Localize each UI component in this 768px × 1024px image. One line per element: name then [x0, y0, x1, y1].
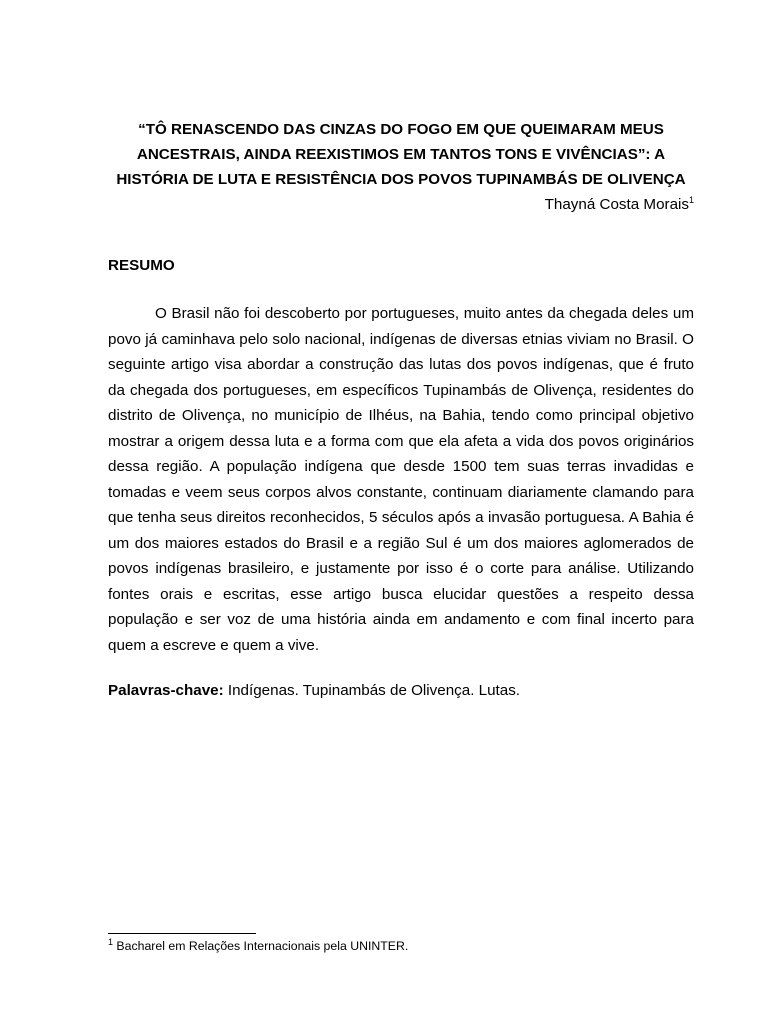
article-title: “TÔ RENASCENDO DAS CINZAS DO FOGO EM QUE QUEIMARAM MEUS ANCESTRAIS, AINDA REEXISTIMOS EM TANTOS TONS E VIVÊNCIAS”: A HISTÓRIA DE LUTA E RESISTÊNCIA DOS POVOS TUPINAMBÁS DE OLIVENÇA: [116, 121, 686, 188]
keywords-line: [108, 680, 694, 702]
footnote-separator: [108, 933, 256, 934]
footnote-mark: 1: [108, 936, 114, 947]
author-line: [545, 195, 694, 215]
footnote: [108, 937, 408, 955]
keywords-label: Palavras-chave:: [108, 682, 224, 699]
keywords-text: Indígenas. Tupinambás de Olivença. Lutas.: [223, 682, 521, 699]
footnote-text: Bacharel em Relações Internacionais pela UNINTER.: [113, 939, 409, 953]
author-name: Thayná Costa Morais: [544, 196, 689, 213]
author-footnote-mark: 1: [688, 194, 694, 205]
abstract-heading: RESUMO: [108, 257, 175, 274]
abstract-paragraph: O Brasil não foi descoberto por portugueses, muito antes da chegada deles um povo já caminhava pelo solo nacional, indígenas de diversas etnias viviam no Brasil. O seguinte artigo visa abordar a construção das lutas dos povos indígenas, que é fruto da chegada dos portugueses, em específicos Tupinambás de Olivença, residentes do distrito de Olivença, no município de Ilhéus, na Bahia, tendo como principal objetivo mostrar a origem dessa luta e a forma com que ela afeta a vida dos povos originários dessa região. A população indígena que desde 1500 tem suas terras invadidas e tomadas e veem seus corpos alvos constante, continuam diariamente clamando para que tenha seus direitos reconhecidos, 5 séculos após a invasão portuguesa. A Bahia é um dos maiores estados do Brasil e a região Sul é um dos maiores aglomerados de povos indígenas brasileiro, e justamente por isso é o corte para análise. Utilizando fontes orais e escritas, esse artigo busca elucidar questões a respeito dessa população e ser voz de uma história ainda em andamento e com final incerto para quem a escreve e quem a vive.: [108, 305, 694, 654]
